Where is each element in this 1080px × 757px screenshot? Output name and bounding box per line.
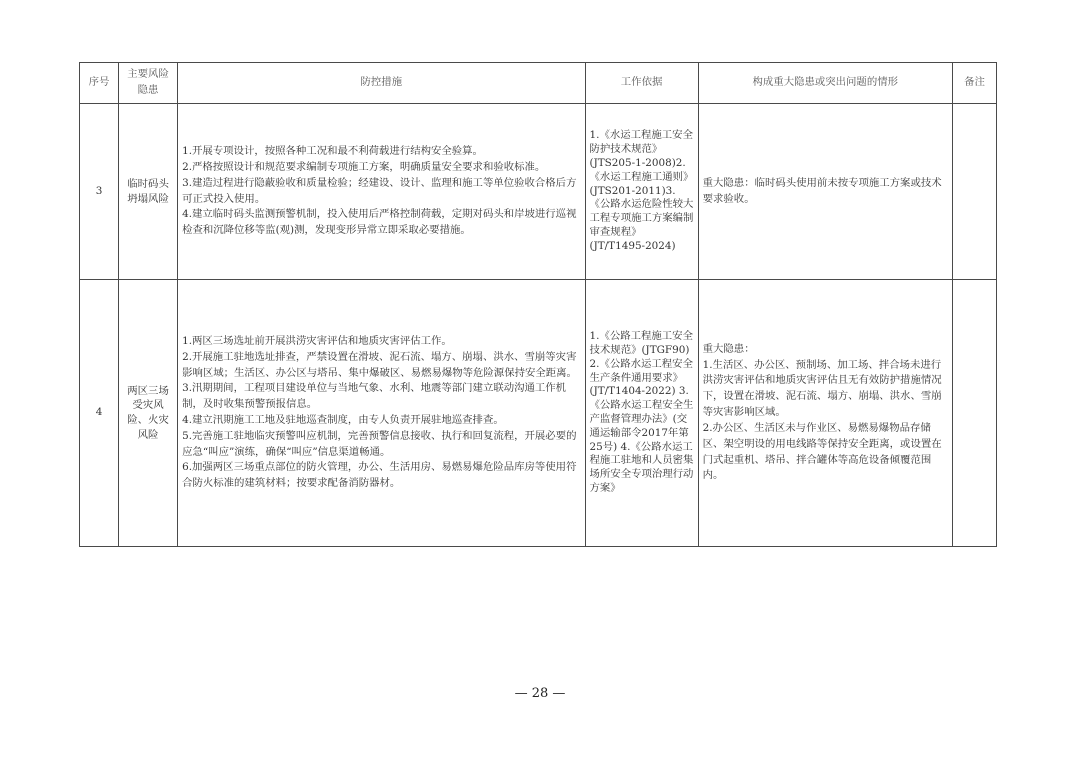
- risk-control-table: [79, 62, 997, 547]
- measure-item: 2.严格按照设计和规范要求编制专项施工方案，明确质量安全要求和验收标准。: [182, 160, 546, 173]
- measure-item: 4.建立汛期施工工地及驻地巡查制度，由专人负责开展驻地巡查排查。: [182, 414, 504, 426]
- measures-cell: [178, 104, 585, 280]
- condition-item: 2.办公区、生活区未与作业区、易燃易爆物品存储区、架空明设的用电线路等保持安全距离，或设置在门式起重机、塔吊、拌合罐体等高危设备倾覆范围内。: [702, 421, 942, 482]
- measure-item: 4.建立临时码头监测预警机制，投入使用后严格控制荷载，定期对码头和岸坡进行巡视检查和沉降位移等监(观)测，发现变形异常立即采取必要措施。: [182, 208, 577, 237]
- measure-item: 2.开展施工驻地选址排查，严禁设置在滑坡、泥石流、塌方、崩塌、洪水、雪崩等灾害影响区域；生活区、办公区与塔吊、集中爆破区、易燃易爆物等危险源保持安全距离。: [182, 350, 577, 379]
- header-measures: 防控措施: [178, 63, 585, 104]
- remarks-cell: [952, 104, 996, 280]
- condition-item: 1.生活区、办公区、预制场、加工场、拌合场未进行洪涝灾害评估和地质灾害评估且无有效防护措施情况下，设置在滑坡、泥石流、塌方、崩塌、洪水、雪崩等灾害影响区域。: [702, 358, 942, 419]
- basis-cell: 1.《公路工程施工安全技术规范》(JTGF90) 2.《公路水运工程安全生产条件通用要求》(JT/T1404-2022) 3.《公路水运工程安全生产监督管理办法》(交通运输部令2017年第25号) 4.《公路水运工程施工驻地和人员密集场所安全专项治理行动方案》: [585, 280, 698, 547]
- header-risk: 主要风险隐患: [119, 63, 178, 104]
- table-header-row: [80, 63, 997, 104]
- measure-item: 1.两区三场选址前开展洪涝灾害评估和地质灾害评估工作。: [182, 334, 452, 347]
- row-number: 4: [80, 280, 119, 547]
- table-row: [80, 104, 997, 280]
- remarks-cell: [952, 280, 996, 547]
- measure-item: 6.加强两区三场重点部位的防火管理，办公、生活用房、易燃易爆危险品库房等使用符合防火标准的建筑材料；按要求配备消防器材。: [182, 461, 577, 490]
- conditions-cell: [698, 280, 952, 547]
- header-conditions: 构成重大隐患或突出问题的情形: [698, 63, 952, 104]
- conditions-cell: [698, 104, 952, 280]
- condition-item: 重大隐患：: [702, 342, 755, 355]
- page-number: — 28 —: [514, 686, 566, 701]
- risk-name: 临时码头坍塌风险: [119, 104, 178, 280]
- table-row: [80, 280, 997, 547]
- measures-cell: [178, 280, 585, 547]
- measure-item: 1.开展专项设计，按照各种工况和最不利荷载进行结构安全验算。: [182, 145, 483, 158]
- measure-item: 3.汛期期间，工程项目建设单位与当地气象、水利、地震等部门建立联动沟通工作机制，及时收集预警预报信息。: [182, 382, 567, 411]
- row-number: 3: [80, 104, 119, 280]
- condition-item: 重大隐患：临时码头使用前未按专项施工方案或技术要求验收。: [702, 176, 942, 205]
- measure-item: 5.完善施工驻地临灾预警叫应机制，完善预警信息接收、执行和回复流程，开展必要的应急“叫应”演练，确保“叫应”信息渠道畅通。: [182, 429, 577, 458]
- header-basis: 工作依据: [585, 63, 698, 104]
- header-no: 序号: [80, 63, 119, 104]
- risk-name: 两区三场受灾风险、火灾风险: [119, 280, 178, 547]
- header-remarks: 备注: [952, 63, 996, 104]
- measure-item: 3.建造过程进行隐蔽验收和质量检验；经建设、设计、监理和施工等单位验收合格后方可正式投入使用。: [182, 176, 577, 205]
- basis-cell: 1.《水运工程施工安全防护技术规范》(JTS205-1-2008)2.《水运工程施工通则》(JTS201-2011)3.《公路水运危险性较大工程专项施工方案编制审查规程》(JT/T1495-2024): [585, 104, 698, 280]
